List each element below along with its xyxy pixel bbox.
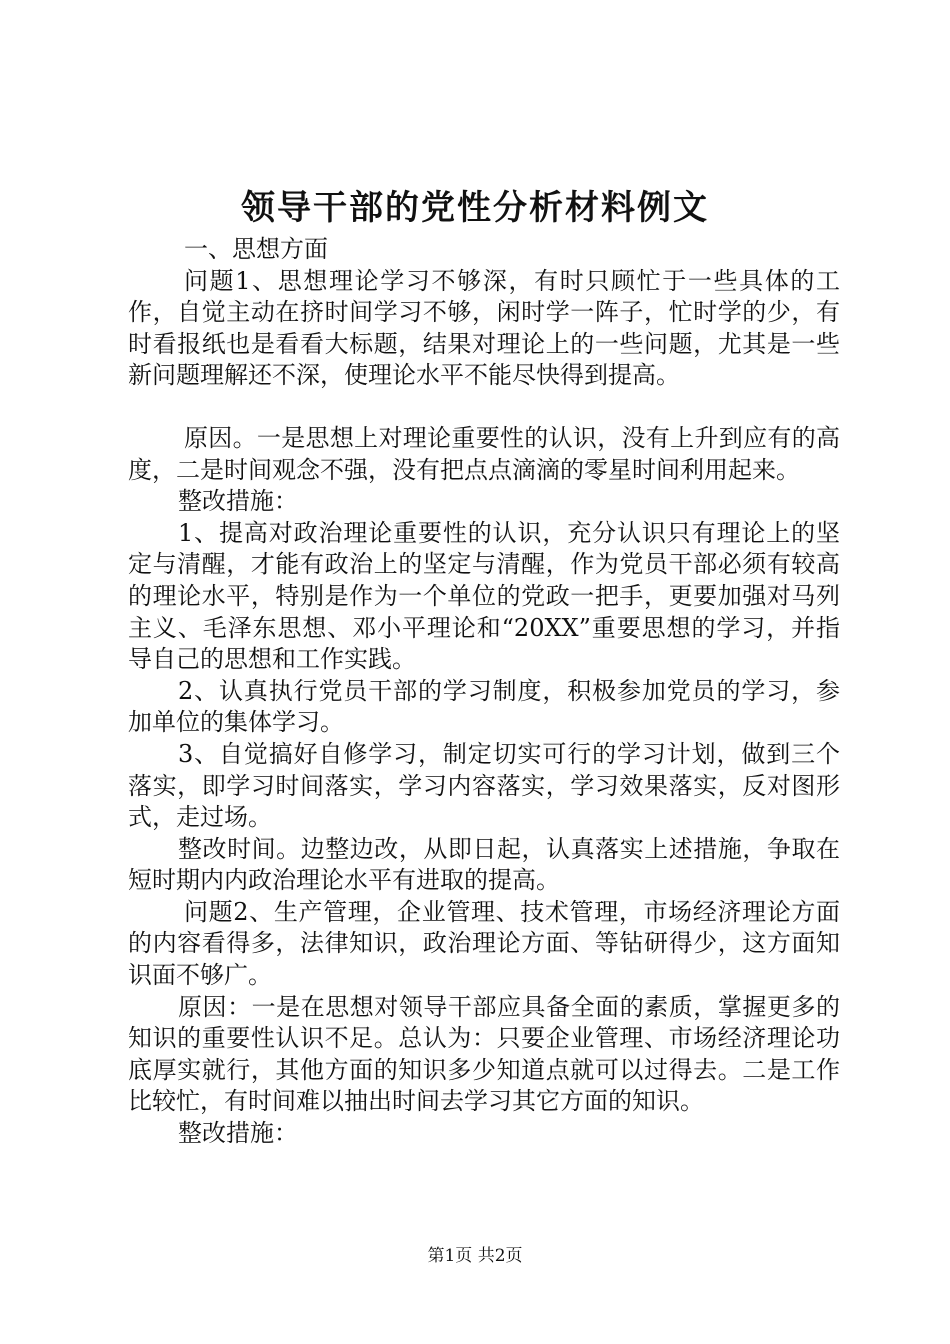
paragraph-measures-heading-1: 整改措施： (178, 487, 298, 516)
paragraph-measure-1: 1、提高对政治理论重要性的认识，充分认识只有理论上的坚定与清醒，才能有政治上的坚定与清醒，作为党员干部必须有较高的理论水平，特别是作为一个单位的党政一把手，更要加强对马列主义、毛泽东思想、邓小平理论和“20XX”重要思想的学习，并指导自己的思想和工作实践。 (128, 518, 840, 674)
paragraph-measure-3: 3、自觉搞好自修学习，制定切实可行的学习计划，做到三个落实，即学习时间落实，学习内容落实，学习效果落实，反对图形式，走过场。 (128, 739, 840, 832)
paragraph-reason-2: 原因：一是在思想对领导干部应具备全面的素质，掌握更多的知识的重要性认识不足。总认为：只要企业管理、市场经济理论功底厚实就行，其他方面的知识多少知道点就可以过得去。二是工作比较忙，有时间难以抽出时间去学习其它方面的知识。 (128, 992, 840, 1116)
paragraph-problem-2: 问题2、生产管理，企业管理、技术管理，市场经济理论方面的内容看得多，法律知识，政治理论方面、等钻研得少，这方面知识面不够广。 (128, 897, 840, 990)
paragraph-reason-1: 原因。一是思想上对理论重要性的认识，没有上升到应有的高度，二是时间观念不强，没有把点点滴滴的零星时间利用起来。 (128, 423, 840, 484)
section-heading-thought: 一、思想方面 (184, 235, 328, 263)
document-body (128, 234, 840, 1150)
paragraph-measures-heading-2: 整改措施： (178, 1119, 298, 1148)
paragraph-rectification-time: 整改时间。边整边改，从即日起，认真落实上述措施，争取在短时期内内政治理论水平有进取的提高。 (128, 834, 840, 895)
page-footer: 第1页 共2页 (427, 1246, 523, 1266)
paragraph-problem-1: 问题1、思想理论学习不够深，有时只顾忙于一些具体的工作，自觉主动在挤时间学习不够，闲时学一阵子，忙时学的少，有时看报纸也是看看大标题，结果对理论上的一些问题，尤其是一些新问题理解还不深，使理论水平不能尽快得到提高。 (128, 266, 840, 390)
paragraph-measure-2: 2、认真执行党员干部的学习制度，积极参加党员的学习，参加单位的集体学习。 (128, 676, 840, 737)
document-title: 领导干部的党性分析材料例文 (241, 188, 709, 228)
